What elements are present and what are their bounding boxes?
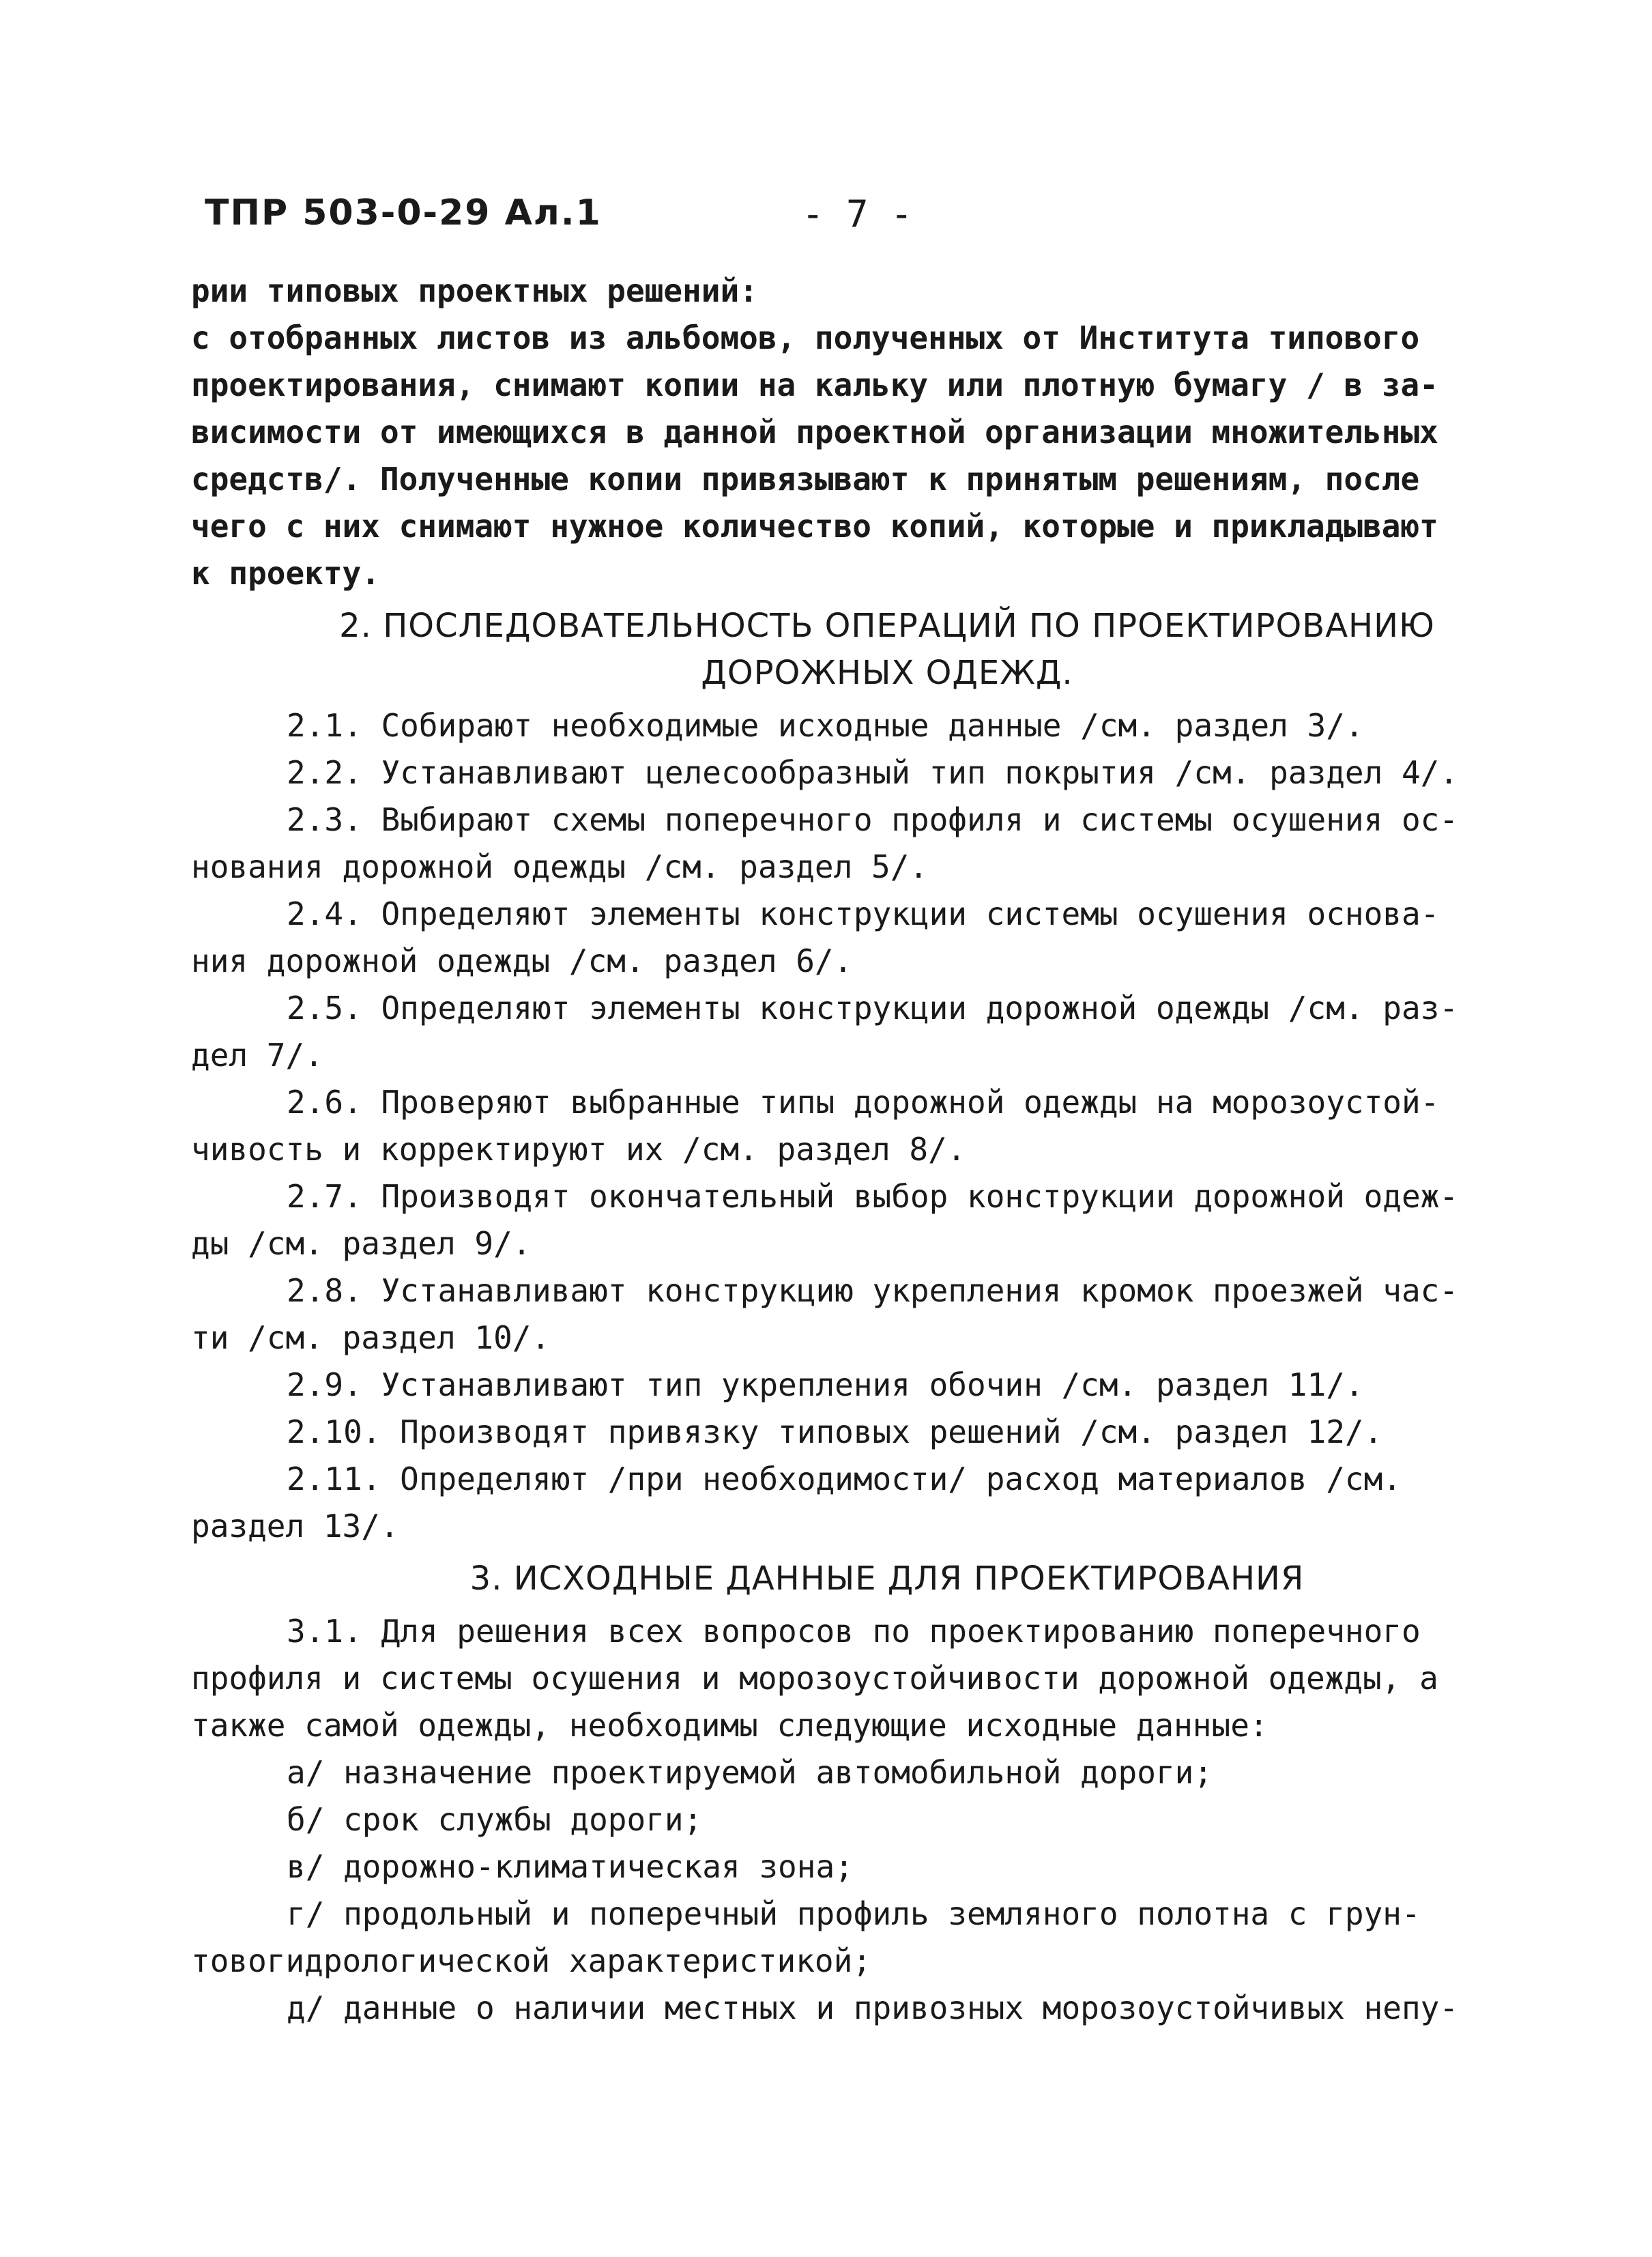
text-line: 2.10. Производят привязку типовых решений /см. раздел 12/.: [287, 1413, 1383, 1450]
text-line: б/ срок службы дороги;: [287, 1801, 703, 1838]
text-line: 2.7. Производят окончательный выбор конструкции дорожной одеж-: [287, 1178, 1459, 1215]
list-item: [191, 1749, 1474, 1796]
section-3-heading: [191, 1555, 1474, 1602]
text-line: нования дорожной одежды /см. раздел 5/.: [191, 848, 929, 885]
section-2-heading: [191, 603, 1474, 697]
text-line: 2.4. Определяют элементы конструкции системы осушения основа-: [287, 895, 1440, 932]
text-line: 2.3. Выбирают схемы поперечного профиля и системы осушения ос-: [287, 801, 1459, 838]
text-line: чего с них снимают нужное количество копий, которые и прикладывают: [191, 508, 1438, 545]
text-line: товогидрологической характеристикой;: [191, 1942, 871, 1979]
text-line: ти /см. раздел 10/.: [191, 1319, 551, 1356]
list-item: [191, 1843, 1474, 1891]
list-item: [191, 1079, 1474, 1173]
text-line: профиля и системы осушения и морозоустойчивости дорожной одежды, а: [191, 1660, 1438, 1697]
list-item: [191, 796, 1474, 891]
text-line: 2.9. Устанавливают тип укрепления обочин /см. раздел 11/.: [287, 1366, 1364, 1403]
intro-paragraph: [191, 268, 1474, 597]
section-title-line: 3. ИСХОДНЫЕ ДАННЫЕ ДЛЯ ПРОЕКТИРОВАНИЯ: [469, 1559, 1305, 1598]
list-item: [191, 1796, 1474, 1843]
text-line: а/ назначение проектируемой автомобильной дороги;: [287, 1754, 1213, 1791]
text-line: ды /см. раздел 9/.: [191, 1225, 532, 1262]
list-item: [191, 749, 1474, 796]
list-item: [191, 1456, 1474, 1550]
text-line: г/ продольный и поперечный профиль земляного полотна с грун-: [287, 1895, 1421, 1932]
text-line: висимости от имеющихся в данной проектной организации множительных: [191, 414, 1438, 450]
text-line: 2.8. Устанавливают конструкцию укрепления кромок проезжей час-: [287, 1272, 1459, 1309]
text-line: д/ данные о наличии местных и привозных морозоустойчивых непу-: [287, 1989, 1459, 2026]
section-2-list: [191, 702, 1474, 1550]
text-line: также самой одежды, необходимы следующие исходные данные:: [191, 1707, 1269, 1744]
list-item: [191, 1362, 1474, 1409]
list-item: [191, 1173, 1474, 1267]
text-line: 3.1. Для решения всех вопросов по проектированию поперечного: [287, 1613, 1421, 1650]
list-item: [191, 891, 1474, 985]
text-line: 2.1. Собирают необходимые исходные данные /см. раздел 3/.: [287, 707, 1364, 744]
text-line: чивость и корректируют их /см. раздел 8/.: [191, 1131, 966, 1168]
page-header: [205, 192, 1569, 247]
section-title-line: ДОРОЖНЫХ ОДЕЖД.: [701, 654, 1073, 692]
list-item: [191, 1267, 1474, 1362]
text-line: 2.6. Проверяют выбранные типы дорожной одежды на морозоустой-: [287, 1084, 1440, 1121]
list-item: [191, 1409, 1474, 1456]
text-line: 2.5. Определяют элементы конструкции дорожной одежды /см. раз-: [287, 990, 1459, 1026]
text-line: к проекту.: [191, 555, 380, 592]
text-line: 2.11. Определяют /при необходимости/ расход материалов /см.: [287, 1461, 1402, 1497]
section-title-line: 2. ПОСЛЕДОВАТЕЛЬНОСТЬ ОПЕРАЦИЙ ПО ПРОЕКТИРОВАНИЮ: [339, 607, 1435, 645]
document-code: ТПР 503-0-29 Ал.1: [205, 192, 602, 233]
list-item: [191, 702, 1474, 749]
text-line: 2.2. Устанавливают целесообразный тип покрытия /см. раздел 4/.: [287, 754, 1459, 791]
text-line: дел 7/.: [191, 1037, 323, 1074]
list-item: [191, 985, 1474, 1079]
list-item: [191, 1891, 1474, 1985]
text-line: раздел 13/.: [191, 1508, 399, 1544]
document-body: [191, 268, 1474, 2032]
text-line: средств/. Полученные копии привязывают к принятым решениям, после: [191, 461, 1420, 498]
page-number: - 7 -: [802, 192, 913, 235]
text-line: рии типовых проектных решений:: [191, 272, 758, 309]
text-line: с отобранных листов из альбомов, полученных от Института типового: [191, 319, 1420, 356]
section-3-list: [191, 1749, 1474, 2032]
text-line: ния дорожной одежды /см. раздел 6/.: [191, 943, 853, 979]
text-line: в/ дорожно-климатическая зона;: [287, 1848, 854, 1885]
section-3-paragraph: [191, 1608, 1474, 1749]
text-line: проектирования, снимают копии на кальку или плотную бумагу / в за-: [191, 366, 1438, 403]
list-item: [191, 1985, 1474, 2032]
